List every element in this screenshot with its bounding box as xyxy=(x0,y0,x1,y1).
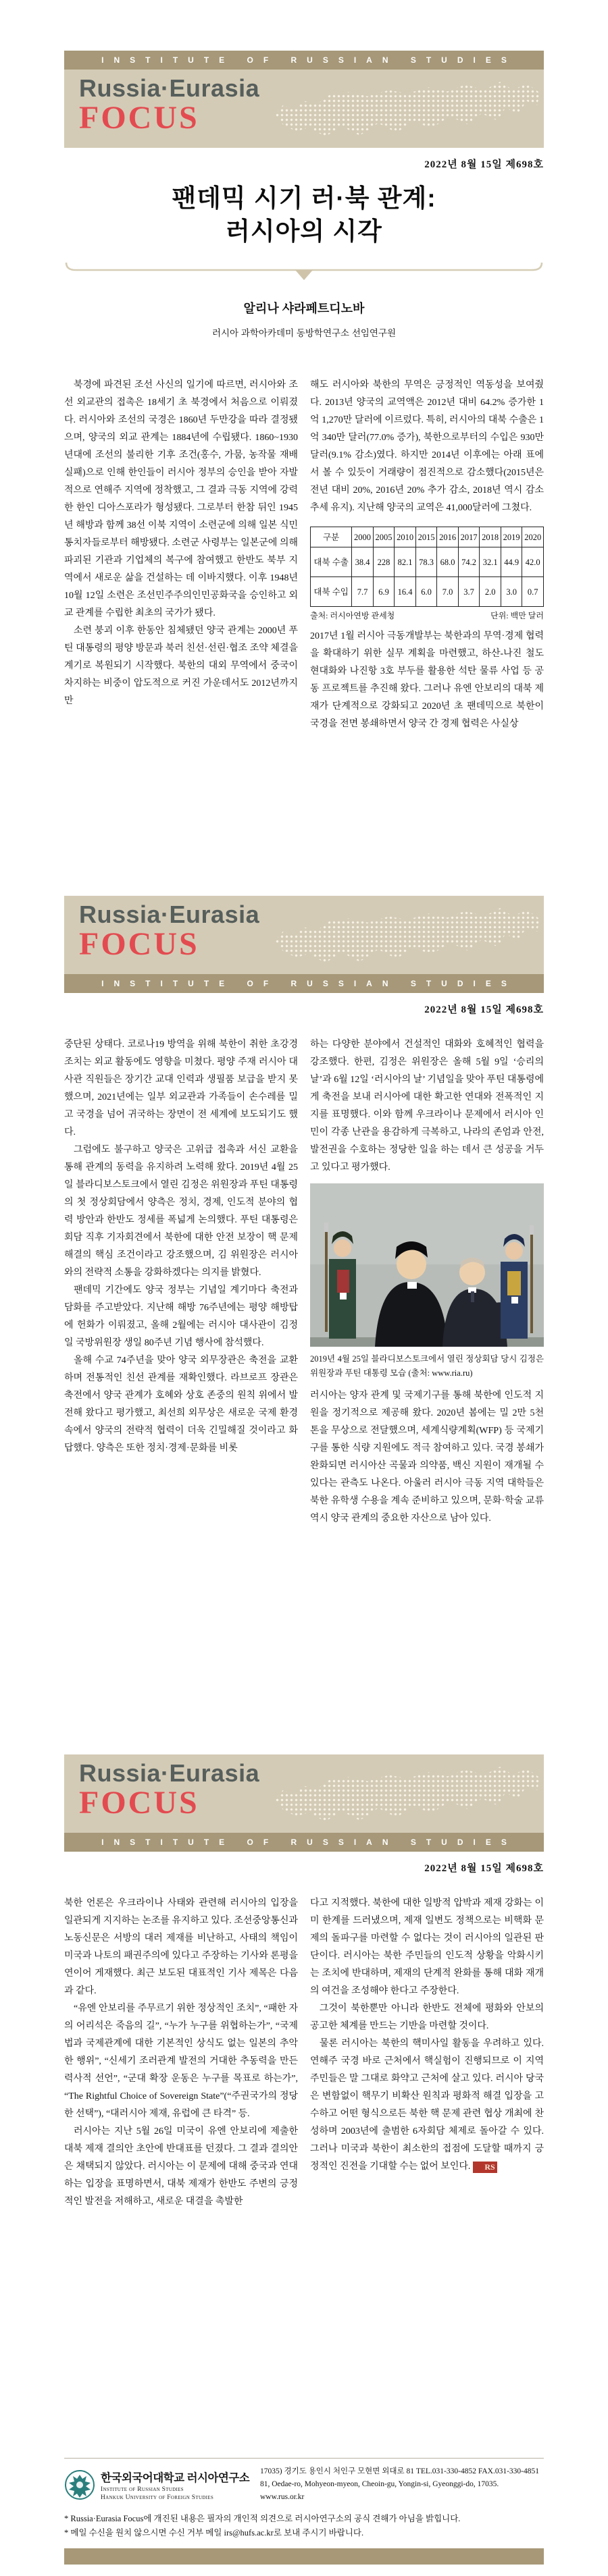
article-title xyxy=(64,182,544,248)
institute-emblem-icon xyxy=(64,2468,95,2502)
body-column-right xyxy=(310,377,544,803)
table-cell: 7.7 xyxy=(352,577,374,607)
wordmark-line1: Russia·Eurasia xyxy=(79,1759,260,1787)
publication-wordmark xyxy=(79,903,259,961)
institute-name-en2: Hankuk University of Foreign Studies xyxy=(101,2494,214,2501)
table-header-cell: 2015 xyxy=(415,527,437,547)
masthead-banner xyxy=(64,70,544,148)
table-header-cell: 구분 xyxy=(311,527,352,547)
institute-name-en1: Institute of Russian Studies xyxy=(101,2486,184,2493)
masthead-banner xyxy=(64,896,544,974)
end-mark-badge: RS xyxy=(473,2162,497,2173)
table-cell: 6.9 xyxy=(373,577,395,607)
paragraph: 북경에 파견된 조선 사신의 일기에 따르면, 러시아와 조선 외교관의 접촉은 18세기 초 북경에서 처음으로 이뤄졌다. 러시아와 조선의 국경은 1860년 두만강을 따라 결정됐으며, 양국의 외교 관계는 1884년에 수립됐다. 1860~1930년대에 조선의 불리한 기후 조건(홍수, 가뭄, 농작물 재배 실패)으로 인해 한인들이 러시아 정부의 승인을 받아 자발적으로 연해주 지역에 정착했고, 그 결과 극동 지역에 강력한 한인 디아스포라가 형성됐다. 그로부터 한참 뒤인 1945년 해방과 함께 38선 이북 지역이 소련군에 의해 일본 식민 통치자들로부터 해방됐다. 소련군 사령부는 일본군에 의해 파괴된 기관과 기업체의 복구에 참여했고 한반도 북부 지역에서 새로운 삶을 건설하는 데 이바지했다. 이후 1948년 10월 12일 소련은 조선민주주의인민공화국을 승인하고 외교 관계를 수립한 최초의 국가가 됐다. xyxy=(64,380,298,618)
paragraph: 해도 러시아와 북한의 무역은 긍정적인 역동성을 보여줬다. 2013년 양국의 교역액은 2012년 대비 64.2% 증가한 1억 1,270만 달러에 이르렀다. 특히, 러시아의 대북 수출은 1억 340만 달러(77.0% 증가), 북한으로부터의 수입은 930만 달러(9.1% 감소)였다. 하지만 2014년 이후에는 아래 표에서 볼 수 있듯이 거래량이 점진적으로 감소했다(2015년은 전년 대비 20%, 2016년 20% 추가 감소, 2018년 역시 감소 추세 유지). 지난해 양국의 교역은 41,000달러에 그쳤다. xyxy=(310,380,544,513)
table-source: 출처: 러시아연방 관세청 xyxy=(310,611,395,620)
table-cell: 7.0 xyxy=(437,577,459,607)
wordmark-line2: FOCUS xyxy=(79,1785,199,1821)
paragraph-text: 물론 러시아는 북한의 핵미사일 활동을 우려하고 있다. 연해주 국경 바로 근처에서 핵실험이 진행되므로 이 지역 주민들은 말 그대로 화약고 근처에 살고 있다. 러시아 당국은 변함없이 핵무기 비확산 원칙과 평화적 해결 입장을 고수하고 어떤 형식으로든 북한 핵 문제 관련 협상 개최에 찬성하며 2003년에 출범한 6자회담 체제로 돌아갈 수 있다. 그러나 미국과 북한이 최소한의 접점에 도달할 때까지 긍정적인 진전을 기대할 수는 없어 보인다. xyxy=(310,2039,544,2172)
table-header-cell: 2017 xyxy=(458,527,480,547)
wordmark-line2: FOCUS xyxy=(79,100,199,136)
institute-address-kr: 17035) 경기도 용인시 처인구 모현면 외대로 81 TEL.031-330-4852 FAX.031-330-4851 xyxy=(260,2467,540,2475)
issue-dateline: 2022년 8월 15일 제698호 xyxy=(424,159,544,170)
body-column-left xyxy=(64,1036,298,1688)
table-cell: 0.7 xyxy=(522,577,544,607)
table-row-label: 대북 수입 xyxy=(311,577,352,607)
author-name: 알리나 샤라페트디노바 xyxy=(243,302,365,315)
paragraph: 러시아는 지난 5월 26일 미국이 유엔 안보리에 제출한 대북 제재 결의안 초안에 반대표를 던졌다. 그 결과 결의안은 채택되지 않았다. 러시아는 이 문제에 대해 중국과 연대하는 입장을 표명하면서, 대북 제재가 한반도 주변의 긍정적인 발전을 저해하고, 새로운 대결을 촉발한 xyxy=(64,2126,298,2207)
body-column-right xyxy=(310,1895,544,2435)
body-column-left xyxy=(64,1895,298,2435)
table-row-imports xyxy=(311,577,544,607)
table-header-cell: 2000 xyxy=(352,527,374,547)
table-row-label: 대북 수출 xyxy=(311,547,352,577)
table-header-cell: 2019 xyxy=(501,527,522,547)
paragraph: 소련 붕괴 이후 한동안 침체됐던 양국 관계는 2000년 푸틴 대통령의 평양 방문과 북러 친선·선린·협조 조약 체결을 계기로 복원되기 시작했다. 북한의 대외 무역에서 중국이 차지하는 비중이 압도적으로 커진 가운데서도 2012년까지만 xyxy=(64,626,298,706)
table-cell: 228 xyxy=(373,547,395,577)
page-2 xyxy=(0,859,608,1717)
publication-wordmark xyxy=(79,76,259,134)
table-cell: 78.3 xyxy=(415,547,437,577)
table-cell: 32.1 xyxy=(480,547,501,577)
bracket-graphic xyxy=(64,263,544,281)
institute-banner-bar: INSTITUTE OF RUSSIAN STUDIES xyxy=(64,51,544,70)
paragraph: “유엔 안보리를 주무르기 위한 정상적인 조치”, “패한 자의 어리석은 죽음의 길”, “누가 누구를 위협하는가”, “국제법과 국제관계에 대한 기본적인 상식도 없는 일본의 추악한 행위”, “신세기 조러관계 발전의 거대한 추동력을 만든 력사적 선언”, “군대 확장 운동은 누구를 목표로 하는가”, “The Rightful Choice of Sovereign State”(“주권국가의 정당한 선택”), “대러시아 제재, 유럽에 큰 타격” 등. xyxy=(64,2004,298,2119)
table-cell: 68.0 xyxy=(437,547,459,577)
paragraph: 올해 수교 74주년을 맞아 양국 외무장관은 축전을 교환하며 전통적인 친선 관계를 재확인했다. 라브로프 장관은 축전에서 양국 관계가 호혜와 상호 존중의 원칙 위에서 발전해 왔다고 평가했고, 최선희 외무상은 새로운 국제 환경 속에서 양국의 전략적 협력이 더욱 긴밀해질 것이라고 화답했다. 양측은 또한 정치·경제·문화를 비롯 xyxy=(64,1356,298,1453)
title-bracket-ornament xyxy=(64,263,544,281)
institute-name-kr: 한국외국어대학교 러시아연구소 xyxy=(101,2471,250,2484)
table-cell: 16.4 xyxy=(395,577,416,607)
summit-photo-illustration xyxy=(310,1183,544,1347)
paragraph: 그럼에도 불구하고 양국은 고위급 접촉과 서신 교환을 통해 관계의 동력을 유지하려 노력해 왔다. 2019년 4월 25일 블라디보스토크에서 열린 김정은 위원장과 푸틴 대통령의 첫 정상회담에서 양측은 정치, 경제, 인도적 분야의 협력 방안과 한반도 정세를 폭넓게 논의했다. 푸틴 대통령은 회담 직후 기자회견에서 북한에 대한 안전 보장이 핵 문제 해결의 핵심 조건이라고 강조했으며, 김 위원장은 러시아와의 전략적 소통을 강화하겠다는 의지를 밝혔다. xyxy=(64,1145,298,1278)
paragraph xyxy=(310,2035,544,2176)
table-header-cell: 2016 xyxy=(437,527,459,547)
table-unit: 단위: 백만 달러 xyxy=(490,611,544,620)
publication-wordmark xyxy=(79,1761,259,1819)
table-row-exports xyxy=(311,547,544,577)
institute-address-en: 81, Oedae-ro, Mohyeon-myeon, Cheoin-gu, Yongin-si, Gyeonggi-do, 17035. www.rus.or.kr xyxy=(260,2480,499,2501)
table-cell: 3.7 xyxy=(458,577,480,607)
institute-banner-bar: INSTITUTE OF RUSSIAN STUDIES xyxy=(64,1833,544,1852)
issue-dateline: 2022년 8월 15일 제698호 xyxy=(424,1004,544,1015)
body-column-left xyxy=(64,377,298,803)
wordmark-line2: FOCUS xyxy=(79,926,199,962)
photo-caption: 2019년 4월 25일 블라디보스토크에서 열린 정상회담 당시 김정은 위원장과 푸틴 대통령 모습 (출처: www.ria.ru) xyxy=(310,1354,544,1378)
table-cell: 82.1 xyxy=(395,547,416,577)
table-cell: 44.9 xyxy=(501,547,522,577)
author-affiliation: 러시아 과학아카데미 동방학연구소 선임연구원 xyxy=(211,328,397,338)
table-cell: 3.0 xyxy=(501,577,522,607)
table-header-cell: 2020 xyxy=(522,527,544,547)
article-title-line2: 러시아의 시각 xyxy=(226,217,382,245)
paragraph: 하는 다양한 분야에서 건설적인 대화와 호혜적인 협력을 강조했다. 한편, 김정은 위원장은 올해 5월 9일 ‘승리의 날’과 6월 12일 ‘러시아의 날’ 기념일을 맞아 푸틴 대통령에게 축전을 보내 러시아에 대한 확고한 연대와 전폭적인 지지를 표명했다. 이와 함께 우크라이나 문제에서 러시아 인민이 각종 난관을 용감하게 극복하고, 나라의 존엄과 안전, 발전권을 수호하는 정당한 일을 하는 데서 큰 성공을 거두고 있다고 평가했다. xyxy=(310,1040,544,1173)
wordmark-line1: Russia·Eurasia xyxy=(79,74,260,102)
table-header-cell: 2018 xyxy=(480,527,501,547)
table-cell: 74.2 xyxy=(458,547,480,577)
table-header-cell: 2010 xyxy=(395,527,416,547)
paragraph: 북한 언론은 우크라이나 사태와 관련해 러시아의 입장을 일관되게 지지하는 논조를 유지하고 있다. 조선중앙통신과 노동신문은 서방의 대러 제재를 비난하고, 사태의 책임이 미국과 나토의 패권주의에 있다고 주장하는 기사와 론평을 연이어 게재했다. 최근 보도된 대표적인 기사 제목은 다음과 같다. xyxy=(64,1898,298,1996)
trade-statistics-table xyxy=(310,527,544,607)
footer xyxy=(64,2458,544,2565)
page-1 xyxy=(0,0,608,859)
issue-dateline: 2022년 8월 15일 제698호 xyxy=(424,1863,544,1874)
footer-bottom-bar xyxy=(64,2548,544,2565)
table-meta xyxy=(310,610,544,621)
article-title-line1: 팬데믹 시기 러·북 관계: xyxy=(172,184,436,212)
page-3 xyxy=(0,1717,608,2576)
table-header-row xyxy=(311,527,544,547)
footer-note-unsubscribe: * 메일 수신을 원치 않으시면 수신 거부 메일 irs@hufs.ac.kr로 보내 주시기 바랍니다. xyxy=(64,2528,364,2538)
paragraph: 다고 지적했다. 북한에 대한 일방적 압박과 제재 강화는 이미 한계를 드러냈으며, 제재 일변도 정책으로는 비핵화 문제의 돌파구를 마련할 수 없다는 것이 러시아의 일관된 판단이다. 러시아는 북한 주민들의 인도적 상황을 악화시키는 조치에 반대하며, 제재의 단계적 완화를 통해 대화 재개의 여건을 조성해야 한다고 주장한다. xyxy=(310,1898,544,1996)
russia-map-dots-graphic xyxy=(275,1760,540,1829)
table-cell: 38.4 xyxy=(352,547,374,577)
paragraph: 중단된 상태다. 코로나19 방역을 위해 북한이 취한 초강경 조치는 외교 활동에도 영향을 미쳤다. 평양 주재 러시아 대사관 직원들은 장기간 교대 인력과 생필품 보급을 받지 못했으며, 2021년에는 일부 외교관과 가족들이 손수레를 밀고 국경을 넘어 귀국하는 장면이 전 세계에 보도되기도 했다. xyxy=(64,1040,298,1137)
body-column-right xyxy=(310,1036,544,1688)
paragraph: 그것이 북한뿐만 아니라 한반도 전체에 평화와 안보의 공고한 체계를 만드는 기반을 마련할 것이다. xyxy=(310,2004,544,2031)
russia-map-dots-graphic xyxy=(275,901,540,970)
paragraph: 팬데믹 기간에도 양국 정부는 기념일 계기마다 축전과 담화를 주고받았다. 지난해 해방 76주년에는 평양 해방탑에 헌화가 이뤄졌고, 올해 2월에는 러시아 대사관이 김정일 국방위원장 생일 80주년 기념 행사에 참석했다. xyxy=(64,1285,298,1348)
footer-note-disclaimer: * Russia·Eurasia Focus에 개진된 내용은 필자의 개인적 의견으로 러시아연구소의 공식 견해가 아님을 밝힙니다. xyxy=(64,2514,461,2523)
institute-banner-bar: INSTITUTE OF RUSSIAN STUDIES xyxy=(64,974,544,993)
paragraph: 러시아는 양자 관계 및 국제기구를 통해 북한에 인도적 지원을 정기적으로 제공해 왔다. 2020년 봄에는 밀 2만 5천 톤을 무상으로 전달했으며, 세계식량계획(WFP) 등 국제기구를 통한 식량 지원에도 적극 참여하고 있다. 국경 봉쇄가 완화되면 러시아산 곡물과 의약품, 백신 지원이 재개될 수 있다는 관측도 나온다. 아울러 러시아 극동 지역 대학들은 북한 유학생 수용을 계속 준비하고 있으며, 문화·학술 교류 역시 양국 관계의 중요한 자산으로 남아 있다. xyxy=(310,1391,544,1524)
paragraph: 2017년 1월 러시아 극동개발부는 북한과의 무역·경제 협력을 확대하기 위한 실무 계획을 마련했고, 하산-나진 철도 현대화와 나진항 3호 부두를 활용한 석탄 물류 사업 등 공동 프로젝트를 추진해 왔다. 그러나 유엔 안보리의 대북 제재가 단계적으로 강화되고 2020년 초 팬데믹으로 북한이 국경을 전면 봉쇄하면서 양국 간 경제 협력은 사실상 xyxy=(310,631,544,729)
wordmark-line1: Russia·Eurasia xyxy=(79,901,260,928)
table-header-cell: 2005 xyxy=(373,527,395,547)
table-cell: 2.0 xyxy=(480,577,501,607)
table-cell: 6.0 xyxy=(415,577,437,607)
table-cell: 42.0 xyxy=(522,547,544,577)
russia-map-dots-graphic xyxy=(275,75,540,144)
masthead-banner xyxy=(64,1754,544,1833)
